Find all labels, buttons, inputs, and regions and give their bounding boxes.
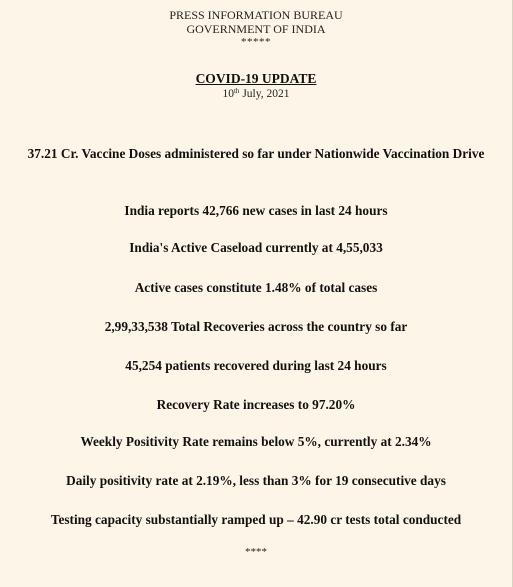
highlight-item: 45,254 patients recovered during last 24 hours	[125, 358, 387, 373]
document-title: COVID-19 UPDATE	[195, 71, 317, 86]
issuer-header	[0, 8, 512, 49]
date-day: 10	[222, 88, 234, 100]
highlight-item: Testing capacity substantially ramped up – 42.90 cr tests total conducted	[50, 512, 462, 527]
date-month-year: July, 2021	[239, 88, 290, 100]
date-ordinal-suffix: th	[233, 87, 240, 95]
highlight-item: 2,99,33,538 Total Recoveries across the country so far	[104, 319, 408, 334]
highlight-item: India's Active Caseload currently at 4,55,033	[129, 240, 383, 255]
footer-separator-stars: ****	[245, 546, 267, 558]
release-date	[0, 88, 512, 101]
highlight-item: 37.21 Cr. Vaccine Doses administered so far under Nationwide Vaccination Drive	[27, 146, 485, 161]
government-name: GOVERNMENT OF INDIA	[186, 22, 326, 36]
highlight-item: Weekly Positivity Rate remains below 5%, currently at 2.34%	[80, 434, 432, 449]
highlight-item: Recovery Rate increases to 97.20%	[156, 397, 356, 412]
title-block	[0, 71, 512, 101]
highlight-item: Daily positivity rate at 2.19%, less than 3% for 19 consecutive days	[66, 473, 446, 488]
header-separator-stars: *****	[241, 36, 271, 48]
bureau-name: PRESS INFORMATION BUREAU	[169, 8, 343, 22]
highlight-item: Active cases constitute 1.48% of total cases	[134, 280, 378, 295]
highlight-item: India reports 42,766 new cases in last 24 hours	[124, 203, 388, 218]
